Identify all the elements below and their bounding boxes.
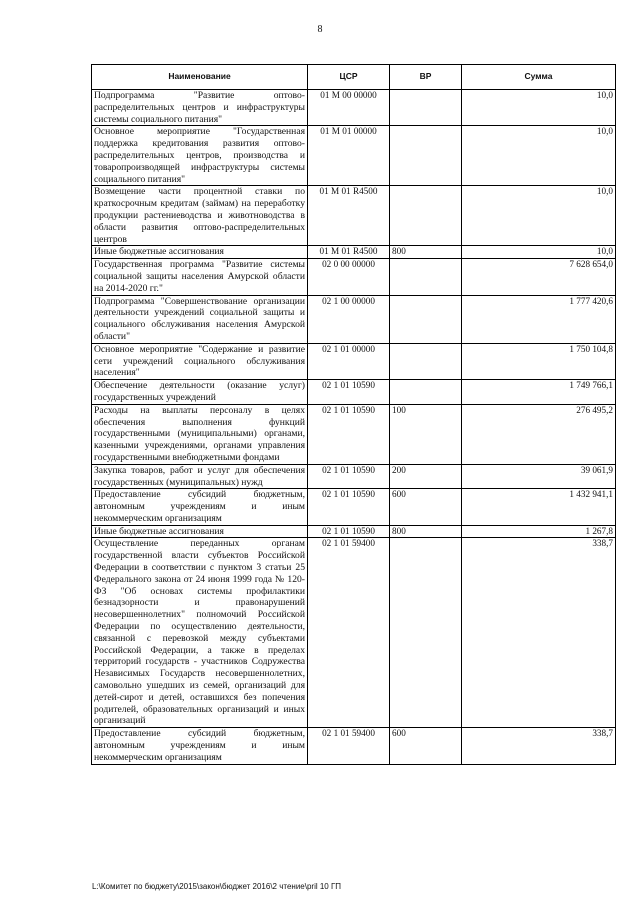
header-vr: ВР	[390, 65, 462, 90]
row-vr: 100	[390, 404, 462, 464]
row-vr: 800	[390, 246, 462, 259]
row-csr: 02 1 01 59400	[308, 538, 390, 728]
row-name: Подпрограмма "Развитие оптово-распределительных центров и инфраструктуры системы социального питания"	[92, 90, 308, 126]
table-row	[92, 343, 616, 379]
row-vr: 800	[390, 525, 462, 538]
row-name: Расходы на выплаты персоналу в целях обеспечения выполнения функций государственными (муниципальными) органами, казенными учреждениями, органами управления государственными внебюджетными фондами	[92, 404, 308, 464]
row-csr: 02 1 01 10590	[308, 464, 390, 489]
row-name: Подпрограмма "Совершенствование организации деятельности учреждений социальной защиты и социального обслуживания населения Амурской области"	[92, 295, 308, 343]
row-sum: 10,0	[462, 90, 616, 126]
row-sum: 338,7	[462, 728, 616, 764]
row-vr: 600	[390, 728, 462, 764]
row-vr	[390, 295, 462, 343]
header-csr: ЦСР	[308, 65, 390, 90]
row-name: Иные бюджетные ассигнования	[92, 525, 308, 538]
row-sum: 10,0	[462, 186, 616, 246]
table-row	[92, 295, 616, 343]
row-sum: 39 061,9	[462, 464, 616, 489]
table-row	[92, 728, 616, 764]
row-csr: 01 M 01 R4500	[308, 186, 390, 246]
row-name: Основное мероприятие "Государственная поддержка кредитования развития оптово-распределительных центров, производства и товаропроизводящей инфраструктуры системы социального питания"	[92, 126, 308, 186]
table-row	[92, 126, 616, 186]
row-csr: 02 1 01 10590	[308, 525, 390, 538]
table-row	[92, 380, 616, 405]
row-csr: 02 0 00 00000	[308, 259, 390, 295]
row-vr	[390, 343, 462, 379]
row-csr: 02 1 01 59400	[308, 728, 390, 764]
row-name: Иные бюджетные ассигнования	[92, 246, 308, 259]
row-sum: 7 628 654,0	[462, 259, 616, 295]
row-vr: 200	[390, 464, 462, 489]
budget-table	[91, 64, 616, 765]
row-sum: 1 749 766,1	[462, 380, 616, 405]
row-csr: 02 1 01 00000	[308, 343, 390, 379]
row-csr: 02 1 01 10590	[308, 404, 390, 464]
row-csr: 01 M 01 00000	[308, 126, 390, 186]
row-name: Обеспечение деятельности (оказание услуг) государственных учреждений	[92, 380, 308, 405]
table-row	[92, 464, 616, 489]
row-vr	[390, 90, 462, 126]
row-name: Закупка товаров, работ и услуг для обеспечения государственных (муниципальных) нужд	[92, 464, 308, 489]
row-vr: 600	[390, 489, 462, 525]
row-sum: 276 495,2	[462, 404, 616, 464]
row-name: Предоставление субсидий бюджетным, автономным учреждениям и иным некоммерческим организациям	[92, 489, 308, 525]
row-name: Возмещение части процентной ставки по краткосрочным кредитам (займам) на переработку продукции растениеводства и животноводства в области развития оптово-распределительных центров	[92, 186, 308, 246]
row-sum: 1 432 941,1	[462, 489, 616, 525]
table-row	[92, 404, 616, 464]
row-name: Осуществление переданных органам государственной власти субъектов Российской Федерации в соответствии с пунктом 3 статьи 25 Федерального закона от 24 июня 1999 года № 120-ФЗ "Об основах системы профилактики безнадзорности и правонарушений несовершеннолетних" полномочий Российской Федерации по осуществлению деятельности, связанной с перевозкой между субъектами Российской Федерации, а также в пределах территорий государств - участников Содружества Независимых Государств несовершеннолетних, самовольно ушедших из семей, организаций для детей-сирот и детей, оставшихся без попечения родителей, образовательных организаций и иных организаций	[92, 538, 308, 728]
row-vr	[390, 126, 462, 186]
row-sum: 10,0	[462, 126, 616, 186]
row-name: Основное мероприятие "Содержание и развитие сети учреждений социального обслуживания населения"	[92, 343, 308, 379]
row-vr	[390, 380, 462, 405]
table-row	[92, 90, 616, 126]
table-header-row	[92, 65, 616, 90]
row-vr	[390, 538, 462, 728]
table-row	[92, 489, 616, 525]
table-row	[92, 525, 616, 538]
table-row	[92, 538, 616, 728]
row-sum: 10,0	[462, 246, 616, 259]
row-sum: 1 750 104,8	[462, 343, 616, 379]
row-csr: 02 1 01 10590	[308, 489, 390, 525]
row-sum: 1 777 420,6	[462, 295, 616, 343]
row-name: Предоставление субсидий бюджетным, автономным учреждениям и иным некоммерческим организациям	[92, 728, 308, 764]
row-sum: 1 267,8	[462, 525, 616, 538]
header-sum: Сумма	[462, 65, 616, 90]
page-number: 8	[317, 24, 323, 35]
row-sum: 338,7	[462, 538, 616, 728]
table-row	[92, 259, 616, 295]
row-csr: 01 M 00 00000	[308, 90, 390, 126]
row-csr: 02 1 00 00000	[308, 295, 390, 343]
footer-file-path: L:\Комитет по бюджету\2015\закон\бюджет 2016\2 чтение\pril 10 ГП	[92, 882, 342, 891]
row-name: Государственная программа "Развитие системы социальной защиты населения Амурской области на 2014-2020 гг."	[92, 259, 308, 295]
row-csr: 01 M 01 R4500	[308, 246, 390, 259]
row-csr: 02 1 01 10590	[308, 380, 390, 405]
header-name: Наименование	[92, 65, 308, 90]
row-vr	[390, 259, 462, 295]
table-row	[92, 246, 616, 259]
row-vr	[390, 186, 462, 246]
table-row	[92, 186, 616, 246]
